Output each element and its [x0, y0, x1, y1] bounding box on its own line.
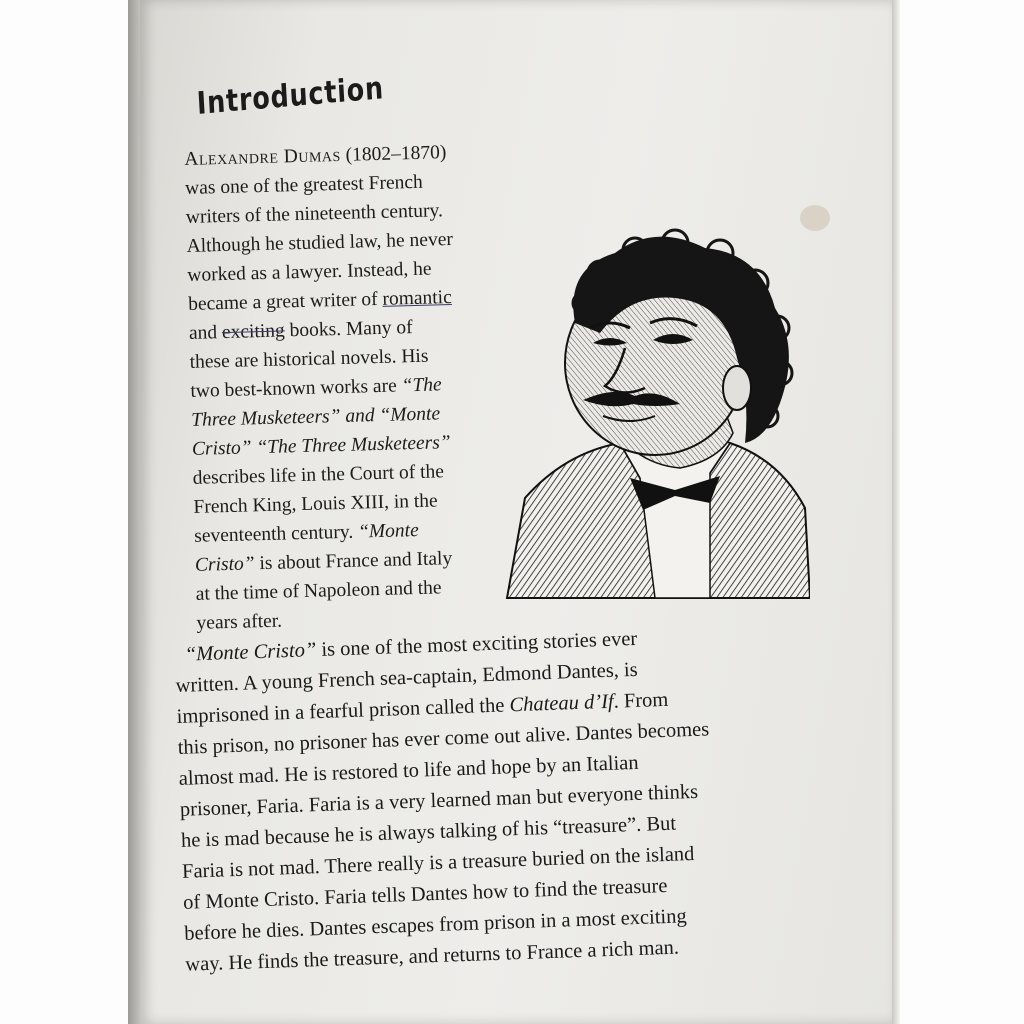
- text-line: Faria is not mad. There really is a treasure buried on the island: [181, 842, 695, 883]
- text-line: written. A young French sea-captain, Edmond Dantes, is: [175, 658, 639, 697]
- text-line: Cristo” “The Three Musketeers”: [191, 432, 451, 460]
- text-line: this prison, no prisoner has ever come out alive. Dantes becomes: [177, 718, 710, 759]
- dumas-portrait-illustration: [505, 228, 810, 603]
- page-heading: Introduction: [195, 70, 385, 122]
- text-line: almost mad. He is restored to life and hope by an Italian: [178, 751, 639, 790]
- text-line: he is mad because he is always talking of his “treasure”. But: [180, 812, 677, 852]
- text-line: way. He finds the treasure, and returns to France a rich man.: [184, 936, 680, 976]
- struck-word: exciting: [221, 320, 286, 344]
- text-line: imprisoned in a fearful prison called the Chateau d’If. From: [176, 688, 669, 728]
- text-line: worked as a lawyer. Instead, he: [187, 258, 432, 286]
- body-paragraph: [174, 617, 836, 989]
- text-line: and exciting books. Many of: [188, 317, 413, 344]
- text-line: describes life in the Court of the: [192, 461, 445, 489]
- text-line: before he dies. Dantes escapes from prison in a most exciting: [183, 905, 688, 945]
- text-line: these are historical novels. His: [189, 345, 429, 373]
- text-line: Although he studied law, he never: [186, 228, 454, 257]
- text-line: writers of the nineteenth century.: [185, 200, 444, 228]
- text-line: at the time of Napoleon and the: [195, 577, 442, 605]
- text-line: Alexandre Dumas (1802–1870): [184, 142, 447, 170]
- intro-column: [184, 137, 511, 634]
- text-line: prisoner, Faria. Faria is a very learned man but everyone thinks: [179, 780, 699, 821]
- text-line: Three Musketeers” and “Monte: [190, 403, 441, 431]
- text-line: “Monte Cristo” is one of the most exciting stories ever: [184, 627, 638, 666]
- text-line: years after.: [196, 610, 283, 634]
- text-line: seventeenth century. “Monte: [193, 519, 419, 547]
- text-line: French King, Louis XIII, in the: [193, 490, 438, 518]
- page-edge: [892, 0, 900, 1024]
- text-line: of Monte Cristo. Faria tells Dantes how to find the treasure: [182, 874, 668, 914]
- ear: [723, 366, 751, 410]
- text-line: two best-known works are “The: [190, 374, 442, 402]
- text-line: became a great writer of romantic: [187, 287, 453, 315]
- text-line: was one of the greatest French: [184, 171, 424, 199]
- text-line: Cristo” is about France and Italy: [194, 548, 453, 576]
- underlined-word: romantic: [382, 287, 453, 310]
